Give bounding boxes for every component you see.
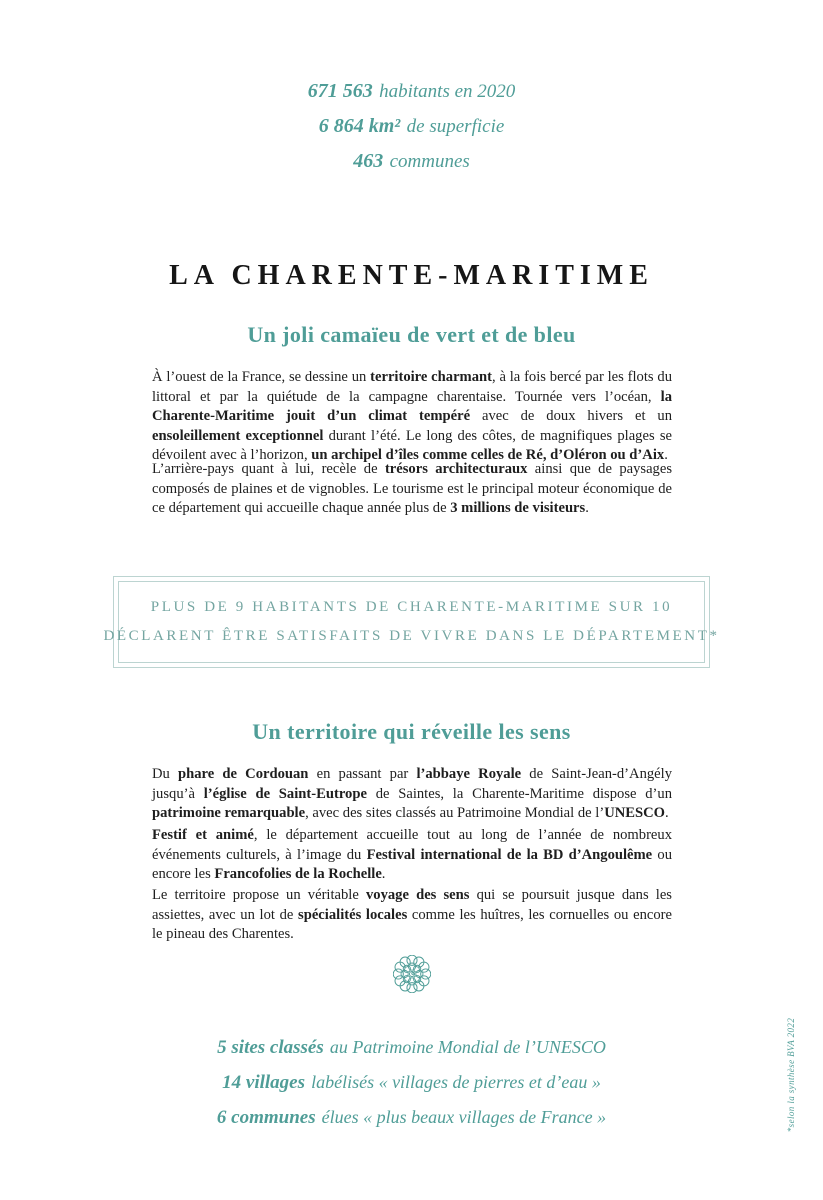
section2-paragraph-3: Le territoire propose un véritable voyage des sens qui se poursuit jusque dans les assiettes, avec un lot de spécialités locales comme les huîtres, les cornuelles ou encore le pineau des Charentes. (152, 887, 672, 942)
stat-communes-elues-label: élues « plus beaux villages de France » (321, 1107, 607, 1127)
section1-heading: Un joli camaïeu de vert et de bleu (247, 322, 576, 347)
stat-sites-unesco (0, 1030, 823, 1065)
stat-sites-unesco-label: au Patrimoine Mondial de l’UNESCO (329, 1037, 606, 1057)
stat-communes-label: communes (389, 151, 470, 172)
stat-villages-value: 14 villages (222, 1072, 305, 1093)
stat-habitants-label: habitants en 2020 (379, 81, 516, 102)
top-stats-block (0, 74, 823, 179)
section1-paragraph-1: À l’ouest de la France, se dessine un territoire charmant, à la fois bercé par les flots du littoral et par la quiétude de la campagne charentaise. Tournée vers l’océan, la Charente-Maritime jouit d’un climat tempéré avec de doux hivers et un ensoleillement exceptionnel durant l’été. Le long des côtes, de magnifiques plages se dévoilent avec à l’horizon, un archipel d’îles comme celles de Ré, d’Oléron ou d’Aix. (152, 369, 672, 463)
footnote-source: *selon la synthèse BVA 2022 (786, 1017, 796, 1133)
section2-heading: Un territoire qui réveille les sens (252, 719, 571, 744)
section1-paragraph-2: L’arrière-pays quant à lui, recèle de trésors architecturaux ainsi que de paysages composés de plaines et de vignobles. Le tourisme est le principal moteur économique de ce département qui accueille chaque année plus de 3 millions de visiteurs. (152, 461, 673, 516)
stat-villages (0, 1065, 823, 1100)
stat-communes-elues-value: 6 communes (216, 1107, 316, 1128)
stat-habitants-value: 671 563 (307, 80, 373, 102)
stat-superficie (0, 109, 823, 144)
stat-superficie-label: de superficie (406, 116, 505, 137)
page-title: LA CHARENTE-MARITIME (169, 260, 654, 291)
stat-habitants (0, 74, 823, 109)
rosette-icon (0, 955, 823, 993)
callout-line-2: DÉCLARENT ÊTRE SATISFAITS DE VIVRE DANS LE DÉPARTEMENT* (103, 628, 720, 644)
bottom-stats-block (0, 1030, 823, 1135)
satisfaction-callout-box (103, 576, 720, 668)
stat-superficie-value: 6 864 km² (318, 115, 401, 137)
callout-line-1: PLUS DE 9 HABITANTS DE CHARENTE-MARITIME SUR 10 (150, 599, 673, 615)
satisfaction-callout-inner-frame (103, 581, 720, 663)
stat-sites-unesco-value: 5 sites classés (217, 1037, 324, 1058)
stat-communes-elues (0, 1100, 823, 1135)
stat-villages-label: labélisés « villages de pierres et d’eau » (311, 1072, 601, 1092)
stat-communes-value: 463 (353, 150, 384, 172)
stat-communes (0, 144, 823, 179)
section2-paragraph-2: Festif et animé, le département accueille tout au long de l’année de nombreux événements culturels, à l’image du Festival international de la BD d’Angoulême ou encore les Francofolies de la Rochelle. (152, 827, 672, 882)
section2-paragraph-1: Du phare de Cordouan en passant par l’abbaye Royale de Saint-Jean-d’Angély jusqu’à l’église de Saint-Eutrope de Saintes, la Charente-Maritime dispose d’un patrimoine remarquable, avec des sites classés au Patrimoine Mondial de l’UNESCO. (152, 766, 672, 821)
